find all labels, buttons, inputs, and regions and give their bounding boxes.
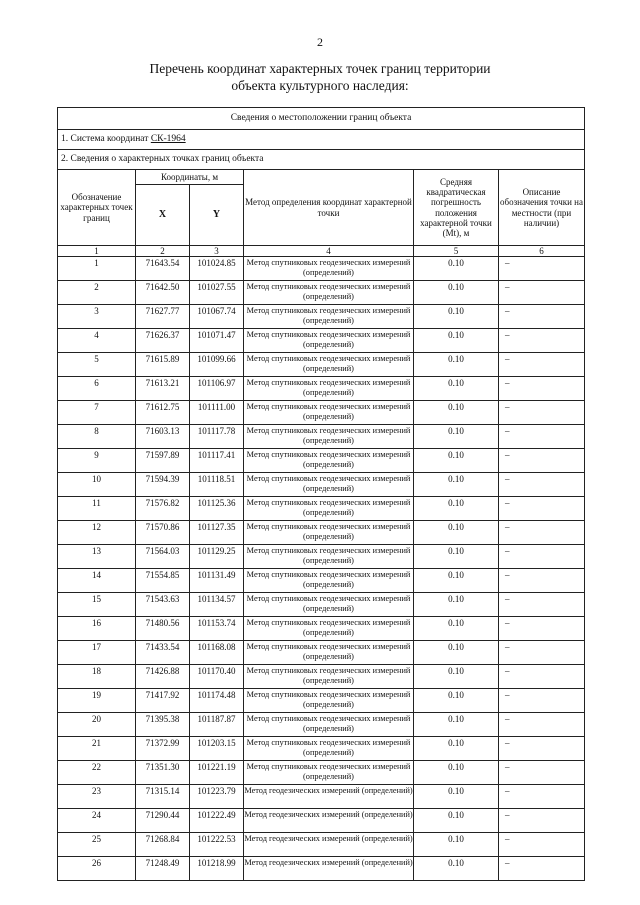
description-cell: – xyxy=(499,761,585,785)
coord-x: 71417.92 xyxy=(136,689,190,713)
method-cell: Метод спутниковых геодезических измерений (определений) xyxy=(244,713,414,737)
accuracy-cell: 0.10 xyxy=(414,689,499,713)
method-cell: Метод спутниковых геодезических измерений (определений) xyxy=(244,449,414,473)
coord-x: 71643.54 xyxy=(136,257,190,281)
description-cell: – xyxy=(499,497,585,521)
accuracy-cell: 0.10 xyxy=(414,473,499,497)
method-cell: Метод спутниковых геодезических измерений (определений) xyxy=(244,401,414,425)
coord-x: 71433.54 xyxy=(136,641,190,665)
method-cell: Метод спутниковых геодезических измерений (определений) xyxy=(244,761,414,785)
table-row xyxy=(58,641,585,665)
table-row xyxy=(58,521,585,545)
accuracy-cell: 0.10 xyxy=(414,641,499,665)
coordinates-table xyxy=(57,107,585,881)
table-row xyxy=(58,329,585,353)
point-number: 17 xyxy=(58,641,136,665)
coord-y: 101168.08 xyxy=(190,641,244,665)
point-number: 14 xyxy=(58,569,136,593)
point-number: 23 xyxy=(58,785,136,809)
accuracy-cell: 0.10 xyxy=(414,257,499,281)
coord-x: 71351.30 xyxy=(136,761,190,785)
title-line-2: объекта культурного наследия: xyxy=(231,78,409,93)
coord-x: 71480.56 xyxy=(136,617,190,641)
table-row xyxy=(58,593,585,617)
column-number: 6 xyxy=(499,246,585,257)
coord-y: 101170.40 xyxy=(190,665,244,689)
description-cell: – xyxy=(499,689,585,713)
accuracy-cell: 0.10 xyxy=(414,281,499,305)
point-number: 9 xyxy=(58,449,136,473)
description-cell: – xyxy=(499,425,585,449)
coord-y: 101222.49 xyxy=(190,809,244,833)
method-cell: Метод спутниковых геодезических измерений (определений) xyxy=(244,257,414,281)
table-row xyxy=(58,377,585,401)
table-row xyxy=(58,857,585,881)
description-cell: – xyxy=(499,809,585,833)
method-cell: Метод спутниковых геодезических измерений (определений) xyxy=(244,497,414,521)
table-row xyxy=(58,569,585,593)
coord-y: 101099.66 xyxy=(190,353,244,377)
coord-x: 71626.37 xyxy=(136,329,190,353)
coord-y: 101221.19 xyxy=(190,761,244,785)
coord-y: 101024.85 xyxy=(190,257,244,281)
coord-y: 101131.49 xyxy=(190,569,244,593)
accuracy-cell: 0.10 xyxy=(414,401,499,425)
point-number: 1 xyxy=(58,257,136,281)
table-row xyxy=(58,257,585,281)
coord-y: 101203.15 xyxy=(190,737,244,761)
accuracy-cell: 0.10 xyxy=(414,545,499,569)
coord-x: 71543.63 xyxy=(136,593,190,617)
table-row xyxy=(58,305,585,329)
coord-y: 101134.57 xyxy=(190,593,244,617)
point-number: 22 xyxy=(58,761,136,785)
point-number: 24 xyxy=(58,809,136,833)
coord-x: 71395.38 xyxy=(136,713,190,737)
accuracy-cell: 0.10 xyxy=(414,353,499,377)
method-cell: Метод спутниковых геодезических измерений (определений) xyxy=(244,377,414,401)
point-number: 20 xyxy=(58,713,136,737)
accuracy-cell: 0.10 xyxy=(414,329,499,353)
coord-x: 71613.21 xyxy=(136,377,190,401)
point-number: 5 xyxy=(58,353,136,377)
coord-y: 101187.87 xyxy=(190,713,244,737)
coord-x: 71615.89 xyxy=(136,353,190,377)
method-cell: Метод спутниковых геодезических измерений (определений) xyxy=(244,281,414,305)
coord-x: 71594.39 xyxy=(136,473,190,497)
table-row xyxy=(58,545,585,569)
description-cell: – xyxy=(499,665,585,689)
table-row xyxy=(58,401,585,425)
point-number: 2 xyxy=(58,281,136,305)
coord-y: 101118.51 xyxy=(190,473,244,497)
description-cell: – xyxy=(499,329,585,353)
accuracy-cell: 0.10 xyxy=(414,521,499,545)
point-number: 13 xyxy=(58,545,136,569)
point-number: 16 xyxy=(58,617,136,641)
table-row xyxy=(58,497,585,521)
point-number: 3 xyxy=(58,305,136,329)
header-y: Y xyxy=(190,185,244,246)
point-number: 10 xyxy=(58,473,136,497)
coord-y: 101067.74 xyxy=(190,305,244,329)
title-line-1: Перечень координат характерных точек границ территории xyxy=(149,61,491,76)
coord-x: 71627.77 xyxy=(136,305,190,329)
coord-x: 71315.14 xyxy=(136,785,190,809)
coord-x: 71597.89 xyxy=(136,449,190,473)
header-description: Описание обозначения точки на местности (при наличии) xyxy=(499,170,585,246)
description-cell: – xyxy=(499,521,585,545)
coord-x: 71554.85 xyxy=(136,569,190,593)
column-number: 5 xyxy=(414,246,499,257)
coord-x: 71576.82 xyxy=(136,497,190,521)
description-cell: – xyxy=(499,545,585,569)
point-number: 6 xyxy=(58,377,136,401)
coord-x: 71290.44 xyxy=(136,809,190,833)
accuracy-cell: 0.10 xyxy=(414,617,499,641)
coord-y: 101125.36 xyxy=(190,497,244,521)
table-row xyxy=(58,713,585,737)
coord-y: 101106.97 xyxy=(190,377,244,401)
accuracy-cell: 0.10 xyxy=(414,665,499,689)
header-designation: Обозначение характерных точек границ xyxy=(58,170,136,246)
coord-y: 101117.78 xyxy=(190,425,244,449)
table-row xyxy=(58,809,585,833)
point-number: 18 xyxy=(58,665,136,689)
coord-y: 101027.55 xyxy=(190,281,244,305)
coord-y: 101218.99 xyxy=(190,857,244,881)
description-cell: – xyxy=(499,449,585,473)
accuracy-cell: 0.10 xyxy=(414,497,499,521)
points-section-title: 2. Сведения о характерных точках границ объекта xyxy=(58,150,585,170)
accuracy-cell: 0.10 xyxy=(414,857,499,881)
coord-y: 101153.74 xyxy=(190,617,244,641)
header-method: Метод определения координат характерной точки xyxy=(244,170,414,246)
method-cell: Метод спутниковых геодезических измерений (определений) xyxy=(244,305,414,329)
coord-y: 101174.48 xyxy=(190,689,244,713)
table-row xyxy=(58,449,585,473)
accuracy-cell: 0.10 xyxy=(414,761,499,785)
accuracy-cell: 0.10 xyxy=(414,305,499,329)
method-cell: Метод спутниковых геодезических измерений (определений) xyxy=(244,665,414,689)
method-cell: Метод спутниковых геодезических измерений (определений) xyxy=(244,593,414,617)
page-number: 2 xyxy=(317,35,323,49)
column-number: 3 xyxy=(190,246,244,257)
method-cell: Метод спутниковых геодезических измерений (определений) xyxy=(244,641,414,665)
coord-y: 101127.35 xyxy=(190,521,244,545)
method-cell: Метод спутниковых геодезических измерений (определений) xyxy=(244,425,414,449)
point-number: 8 xyxy=(58,425,136,449)
coord-x: 71426.88 xyxy=(136,665,190,689)
accuracy-cell: 0.10 xyxy=(414,569,499,593)
method-cell: Метод спутниковых геодезических измерений (определений) xyxy=(244,353,414,377)
column-numbers-row xyxy=(58,246,585,257)
table-row xyxy=(58,425,585,449)
coordinate-system-row xyxy=(58,130,585,150)
header-accuracy: Средняя квадратическая погрешность положения характерной точки (Mt), м xyxy=(414,170,499,246)
description-cell: – xyxy=(499,569,585,593)
table-row xyxy=(58,689,585,713)
table-row xyxy=(58,761,585,785)
description-cell: – xyxy=(499,713,585,737)
description-cell: – xyxy=(499,641,585,665)
coord-y: 101222.53 xyxy=(190,833,244,857)
accuracy-cell: 0.10 xyxy=(414,593,499,617)
coord-y: 101223.79 xyxy=(190,785,244,809)
table-row xyxy=(58,833,585,857)
point-number: 12 xyxy=(58,521,136,545)
description-cell: – xyxy=(499,377,585,401)
accuracy-cell: 0.10 xyxy=(414,737,499,761)
method-cell: Метод геодезических измерений (определений) xyxy=(244,785,414,809)
description-cell: – xyxy=(499,737,585,761)
coord-x: 71612.75 xyxy=(136,401,190,425)
table-row xyxy=(58,665,585,689)
header-coordinates: Координаты, м xyxy=(136,170,244,185)
method-cell: Метод геодезических измерений (определений) xyxy=(244,857,414,881)
accuracy-cell: 0.10 xyxy=(414,425,499,449)
column-number: 2 xyxy=(136,246,190,257)
point-number: 4 xyxy=(58,329,136,353)
description-cell: – xyxy=(499,401,585,425)
accuracy-cell: 0.10 xyxy=(414,449,499,473)
coord-x: 71248.49 xyxy=(136,857,190,881)
column-number: 4 xyxy=(244,246,414,257)
method-cell: Метод спутниковых геодезических измерений (определений) xyxy=(244,617,414,641)
description-cell: – xyxy=(499,305,585,329)
table-row xyxy=(58,737,585,761)
accuracy-cell: 0.10 xyxy=(414,713,499,737)
coordinate-system-label: 1. Система координат xyxy=(61,134,151,145)
point-number: 7 xyxy=(58,401,136,425)
description-cell: – xyxy=(499,473,585,497)
accuracy-cell: 0.10 xyxy=(414,377,499,401)
coord-x: 71564.03 xyxy=(136,545,190,569)
coord-y: 101117.41 xyxy=(190,449,244,473)
description-cell: – xyxy=(499,281,585,305)
method-cell: Метод спутниковых геодезических измерений (определений) xyxy=(244,473,414,497)
method-cell: Метод спутниковых геодезических измерений (определений) xyxy=(244,545,414,569)
description-cell: – xyxy=(499,785,585,809)
coord-x: 71268.84 xyxy=(136,833,190,857)
method-cell: Метод спутниковых геодезических измерений (определений) xyxy=(244,737,414,761)
description-cell: – xyxy=(499,257,585,281)
method-cell: Метод спутниковых геодезических измерений (определений) xyxy=(244,521,414,545)
accuracy-cell: 0.10 xyxy=(414,809,499,833)
method-cell: Метод спутниковых геодезических измерений (определений) xyxy=(244,569,414,593)
description-cell: – xyxy=(499,617,585,641)
point-number: 25 xyxy=(58,833,136,857)
section-title: Сведения о местоположении границ объекта xyxy=(58,108,585,130)
description-cell: – xyxy=(499,353,585,377)
coord-x: 71372.99 xyxy=(136,737,190,761)
accuracy-cell: 0.10 xyxy=(414,833,499,857)
accuracy-cell: 0.10 xyxy=(414,785,499,809)
table-row xyxy=(58,785,585,809)
table-row xyxy=(58,353,585,377)
point-number: 15 xyxy=(58,593,136,617)
table-row xyxy=(58,281,585,305)
description-cell: – xyxy=(499,833,585,857)
description-cell: – xyxy=(499,857,585,881)
document-title xyxy=(0,60,640,94)
table-row xyxy=(58,473,585,497)
coord-y: 101111.00 xyxy=(190,401,244,425)
method-cell: Метод спутниковых геодезических измерений (определений) xyxy=(244,689,414,713)
point-number: 19 xyxy=(58,689,136,713)
method-cell: Метод геодезических измерений (определений) xyxy=(244,809,414,833)
coord-x: 71570.86 xyxy=(136,521,190,545)
coord-x: 71603.13 xyxy=(136,425,190,449)
coord-y: 101071.47 xyxy=(190,329,244,353)
coord-x: 71642.50 xyxy=(136,281,190,305)
method-cell: Метод геодезических измерений (определений) xyxy=(244,833,414,857)
point-number: 11 xyxy=(58,497,136,521)
method-cell: Метод спутниковых геодезических измерений (определений) xyxy=(244,329,414,353)
description-cell: – xyxy=(499,593,585,617)
column-number: 1 xyxy=(58,246,136,257)
point-number: 26 xyxy=(58,857,136,881)
coordinate-system-value: СК-1964 xyxy=(150,134,186,145)
point-number: 21 xyxy=(58,737,136,761)
table-row xyxy=(58,617,585,641)
header-x: X xyxy=(136,185,190,246)
coord-y: 101129.25 xyxy=(190,545,244,569)
